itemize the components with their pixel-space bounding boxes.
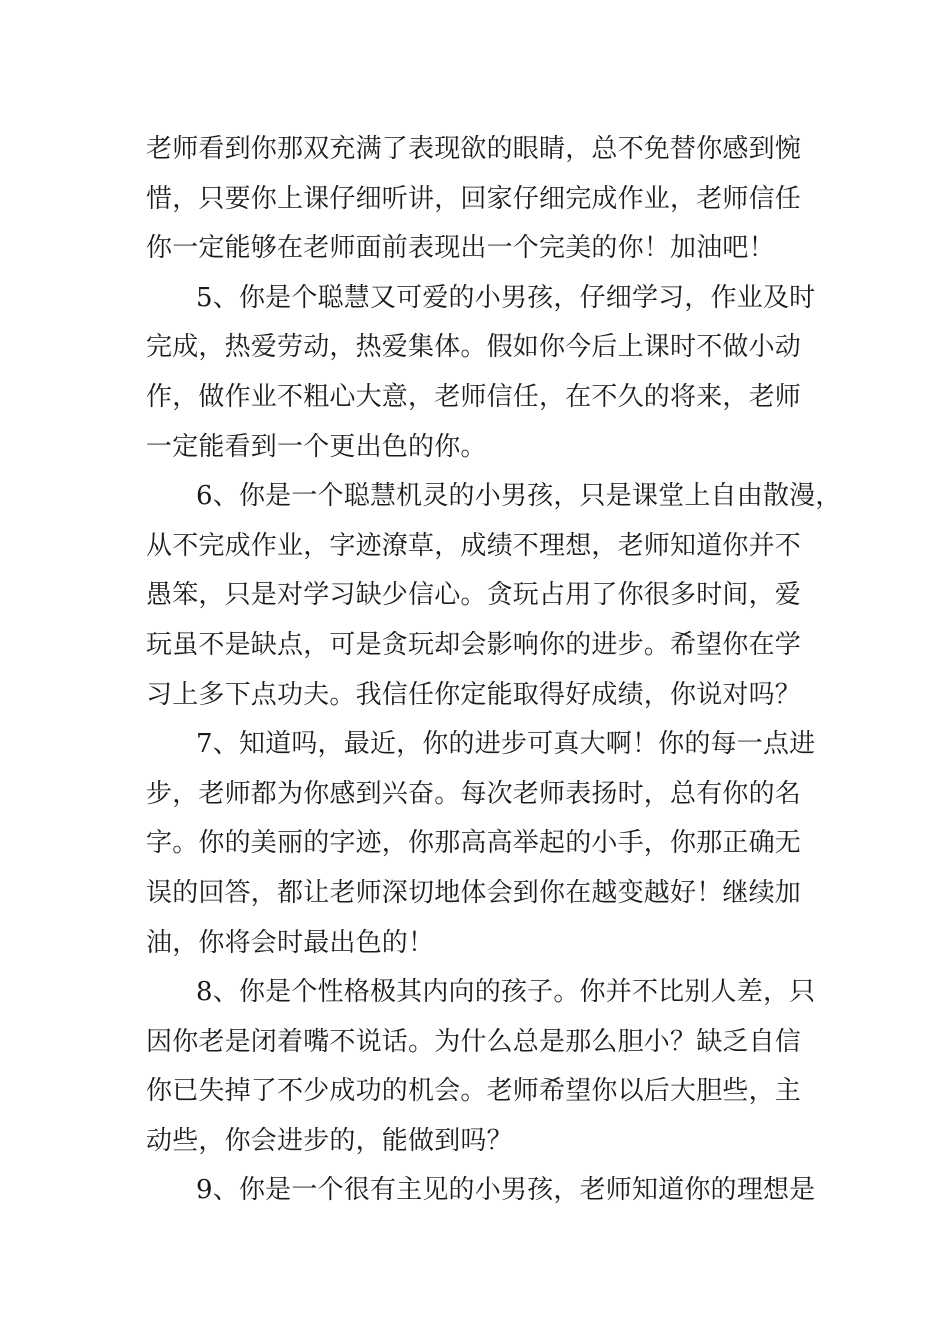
paragraph-6-start: 6、你是一个聪慧机灵的小男孩，只是课堂上自由散漫， — [196, 481, 842, 512]
text-line: 愚笨，只是对学习缺少信心。贪玩占用了你很多时间，爱 — [146, 580, 802, 611]
text-line: 误的回答，都让老师深切地体会到你在越变越好！继续加 — [146, 877, 802, 908]
paragraph-7-start: 7、知道吗，最近，你的进步可真大啊！你的每一点进 — [196, 729, 816, 760]
text-line: 惜，只要你上课仔细听讲，回家仔细完成作业，老师信任 — [146, 183, 802, 214]
text-line: 动些，你会进步的，能做到吗？ — [146, 1125, 513, 1156]
text-line: 因你老是闭着嘴不说话。为什么总是那么胆小？缺乏自信 — [146, 1026, 802, 1057]
text-line: 油，你将会时最出色的！ — [146, 927, 435, 958]
text-line: 一定能看到一个更出色的你。 — [146, 431, 487, 462]
text-line: 作，做作业不粗心大意，老师信任，在不久的将来，老师 — [146, 381, 802, 412]
text-line: 老师看到你那双充满了表现欲的眼睛，总不免替你感到惋 — [146, 134, 802, 164]
text-line: 字。你的美丽的字迹，你那高高举起的小手，你那正确无 — [146, 828, 802, 859]
text-line: 完成，热爱劳动，热爱集体。假如你今后上课时不做小动 — [146, 332, 802, 363]
text-line: 步，老师都为你感到兴奋。每次老师表扬时，总有你的名 — [146, 778, 802, 809]
paragraph-9-start: 9、你是一个很有主见的小男孩，老师知道你的理想是 — [196, 1175, 816, 1206]
text-line: 玩虽不是缺点，可是贪玩却会影响你的进步。希望你在学 — [146, 629, 802, 660]
paragraph-5-start: 5、你是个聪慧又可爱的小男孩，仔细学习，作业及时 — [196, 282, 816, 313]
text-line: 你一定能够在老师面前表现出一个完美的你！加油吧！ — [146, 233, 775, 264]
text-line: 你已失掉了不少成功的机会。老师希望你以后大胆些，主 — [146, 1076, 802, 1107]
document-body — [146, 125, 842, 1216]
text-line: 习上多下点功夫。我信任你定能取得好成绩，你说对吗？ — [146, 679, 802, 710]
text-line: 从不完成作业，字迹潦草，成绩不理想，老师知道你并不 — [146, 530, 802, 561]
paragraph-8-start: 8、你是个性格极其内向的孩子。你并不比别人差，只 — [196, 977, 816, 1008]
